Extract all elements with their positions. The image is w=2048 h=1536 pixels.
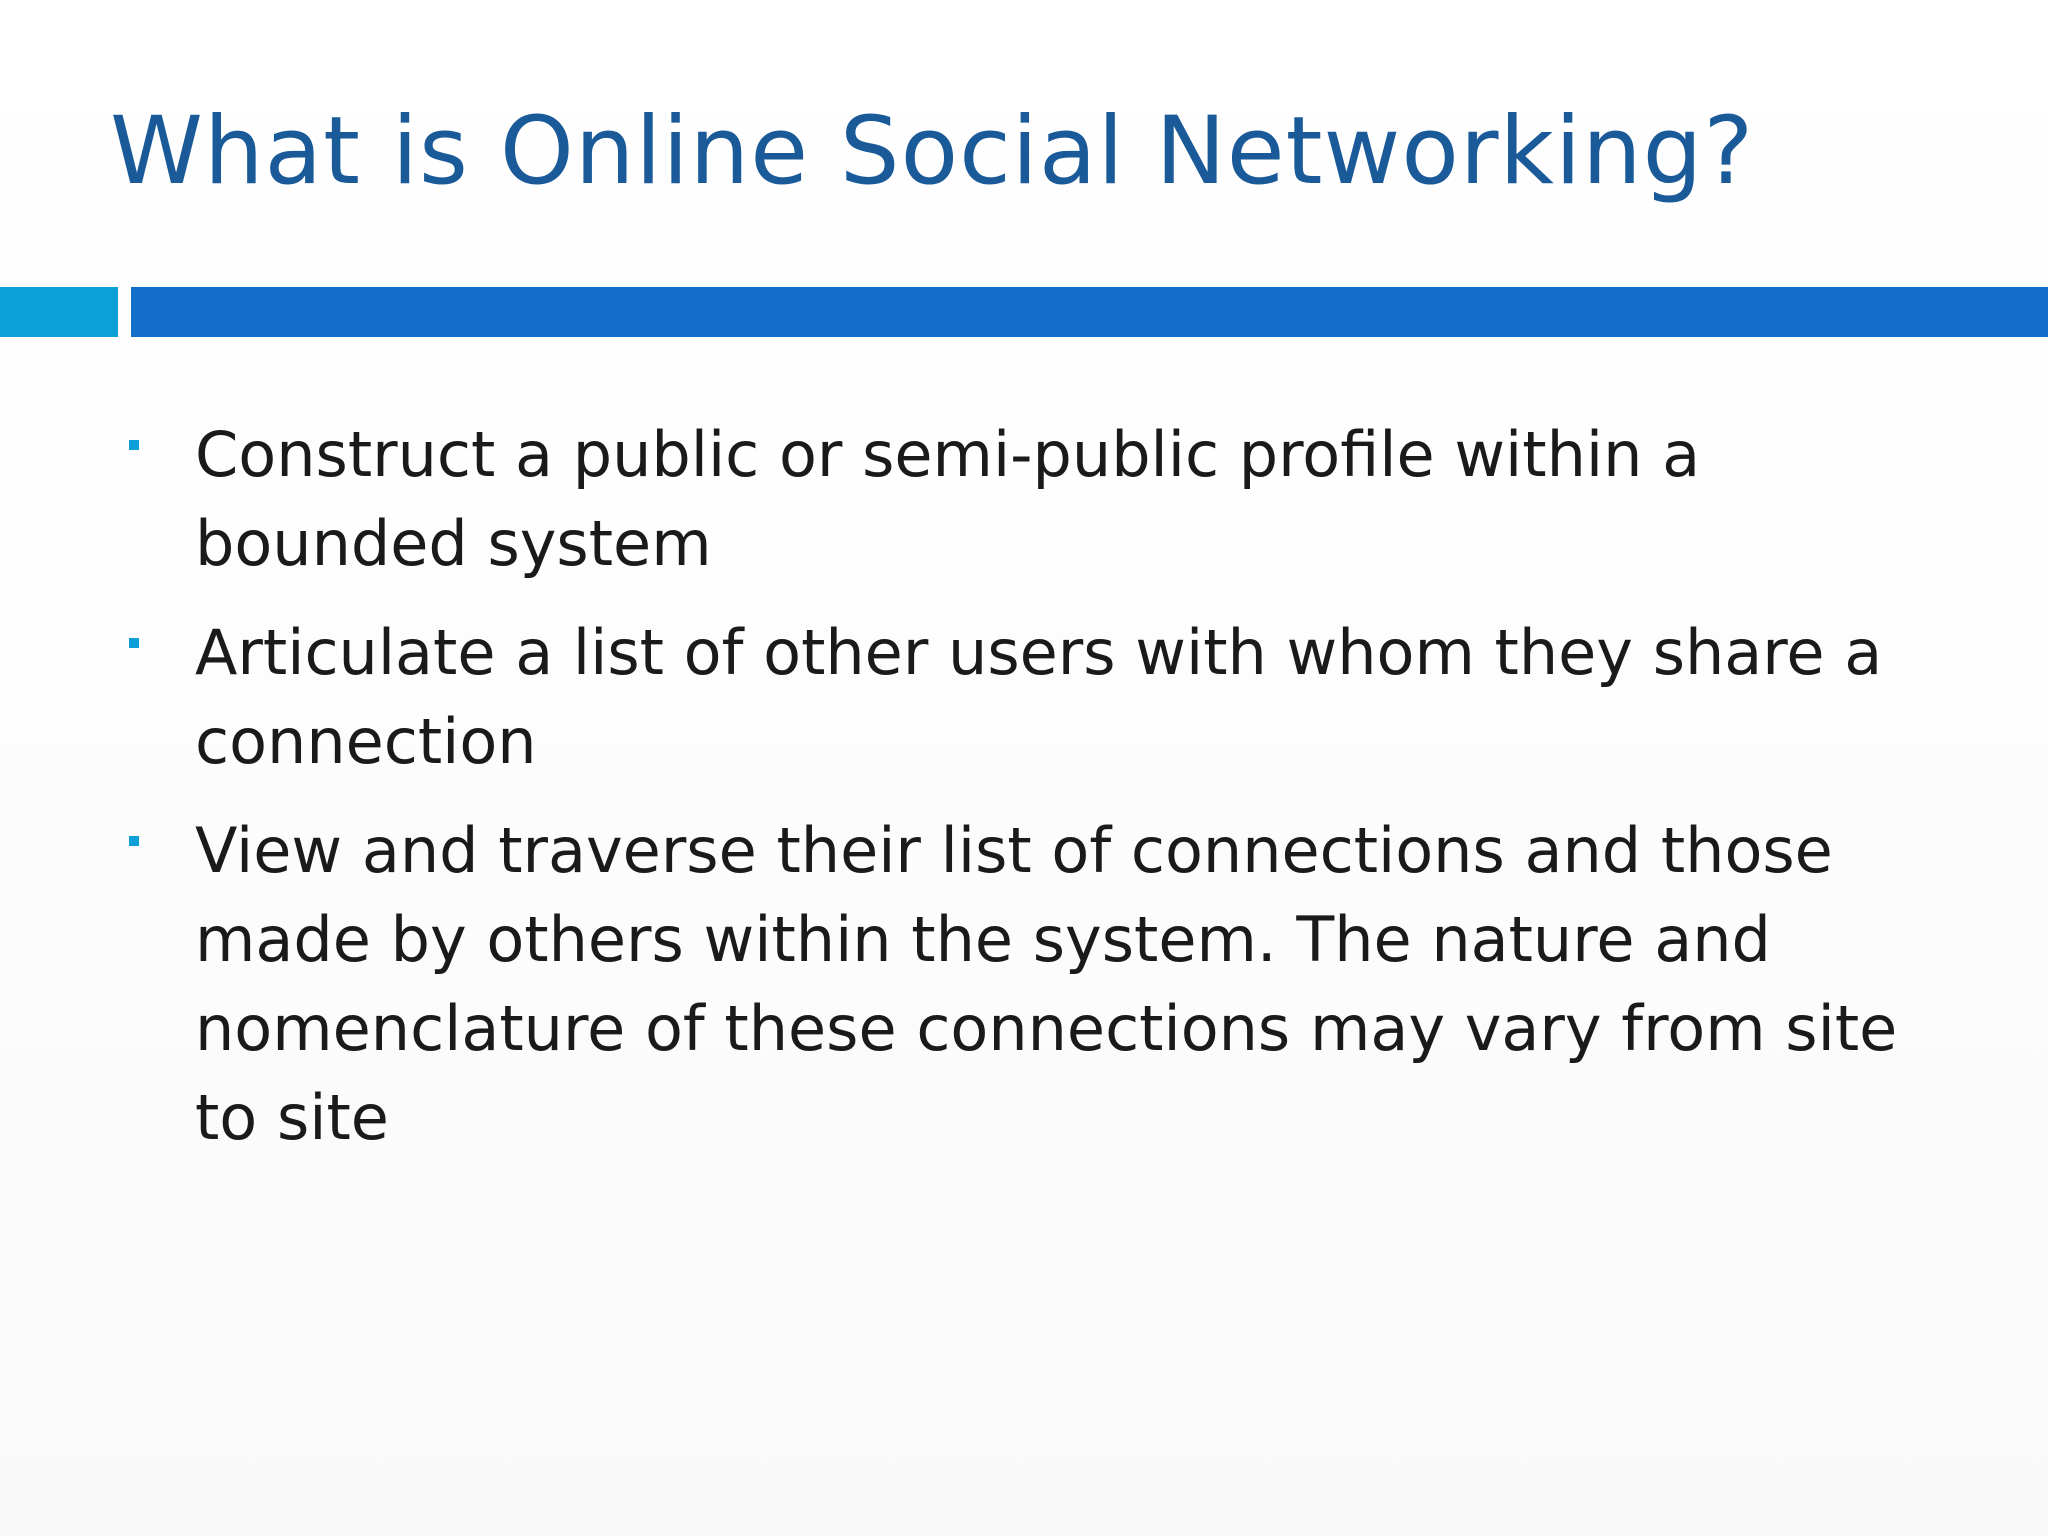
- bullet-text: View and traverse their list of connections and those made by others within the system. The nature and nomenclature of these connections may vary from site to site: [195, 814, 1898, 1154]
- accent-bar-right: [131, 287, 2048, 337]
- bullet-list: [0, 410, 2048, 1182]
- bullet-text: Articulate a list of other users with whom they share a connection: [195, 616, 1883, 778]
- bullet-text: Construct a public or semi-public profile within a bounded system: [195, 418, 1701, 580]
- bullet-item: [0, 410, 2048, 588]
- square-bullet-icon: [129, 836, 139, 846]
- slide-title: What is Online Social Networking?: [110, 97, 1755, 206]
- bullet-item: [0, 806, 2048, 1162]
- square-bullet-icon: [129, 638, 139, 648]
- square-bullet-icon: [129, 440, 139, 450]
- bullet-item: [0, 608, 2048, 786]
- accent-bar-left: [0, 287, 118, 337]
